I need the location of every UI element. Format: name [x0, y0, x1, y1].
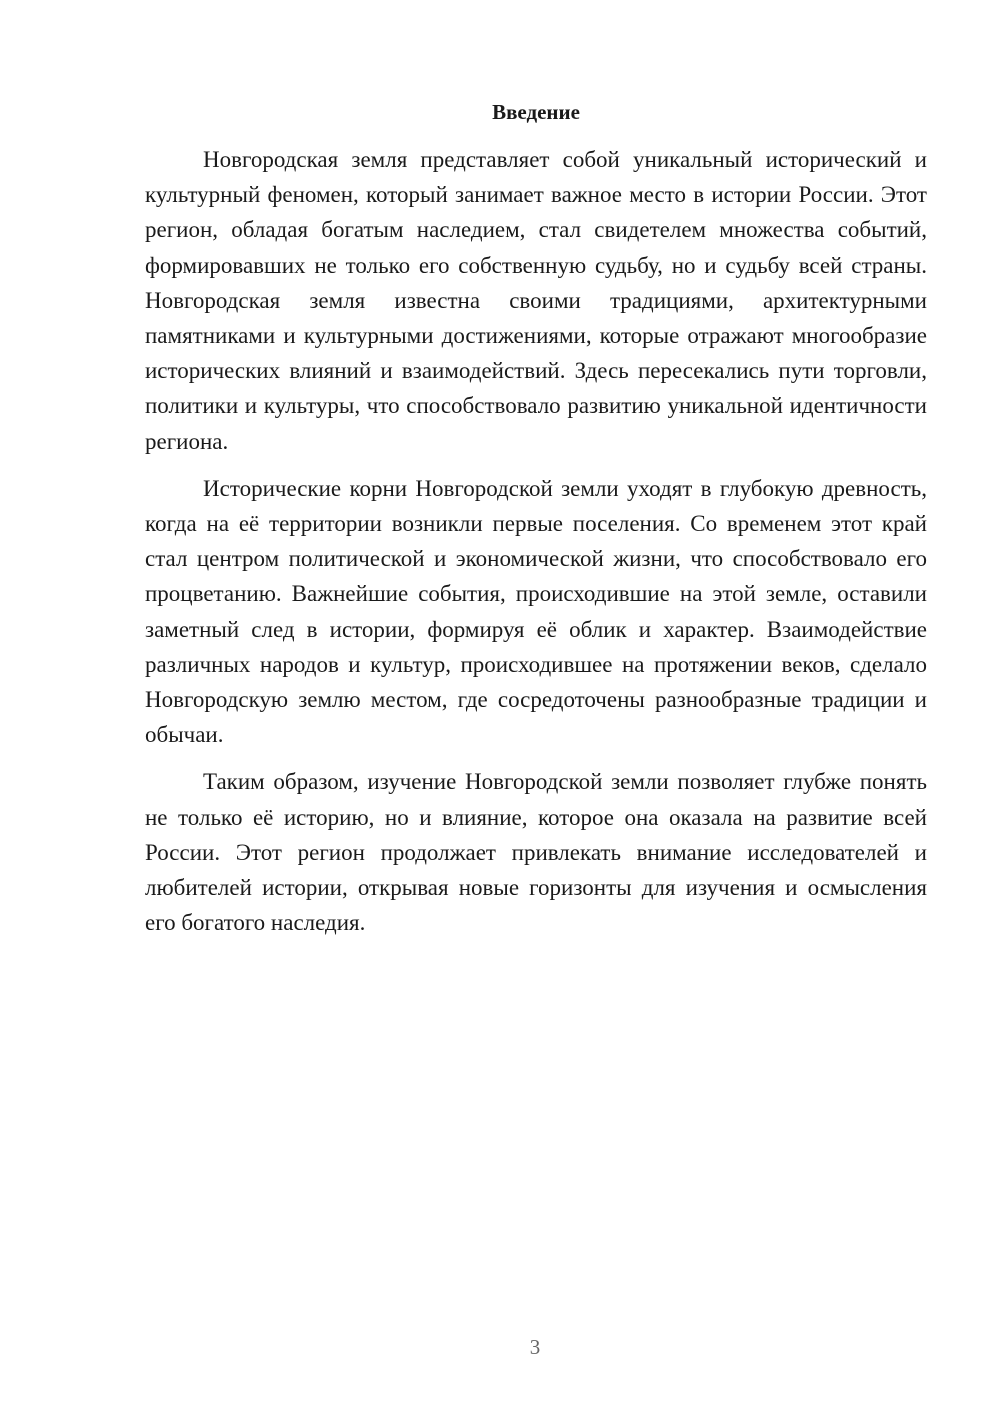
- paragraph-1: Новгородская земля представляет собой уникальный исторический и культурный феномен, который занимает важное место в истории России. Этот регион, обладая богатым наследием, стал свидетелем множества событий, формировавших не только его собственную судьбу, но и судьбу всей страны. Новгородская земля известна своими традициями, архитектурными памятниками и культурными достижениями, которые отражают многообразие исторических влияний и взаимодействий. Здесь пересекались пути торговли, политики и культуры, что способствовало развитию уникальной идентичности региона.: [145, 147, 927, 454]
- paragraph-2: Исторические корни Новгородской земли уходят в глубокую древность, когда на её территории возникли первые поселения. Со временем этот край стал центром политической и экономической жизни, что способствовало его процветанию. Важнейшие события, происходившие на этой земле, оставили заметный след в истории, формируя её облик и характер. Взаимодействие различных народов и культур, происходившее на протяжении веков, сделало Новгородскую землю местом, где сосредоточены разнообразные традиции и обычаи.: [145, 475, 927, 748]
- body-text: [145, 142, 927, 952]
- section-heading: Введение: [492, 100, 580, 124]
- paragraph-3: Таким образом, изучение Новгородской земли позволяет глубже понять не только её историю, но и влияние, которое она оказала на развитие всей России. Этот регион продолжает привлекать внимание исследователей и любителей истории, открывая новые горизонты для изучения и осмысления его богатого наследия.: [145, 769, 927, 936]
- page-number: 3: [529, 1335, 541, 1359]
